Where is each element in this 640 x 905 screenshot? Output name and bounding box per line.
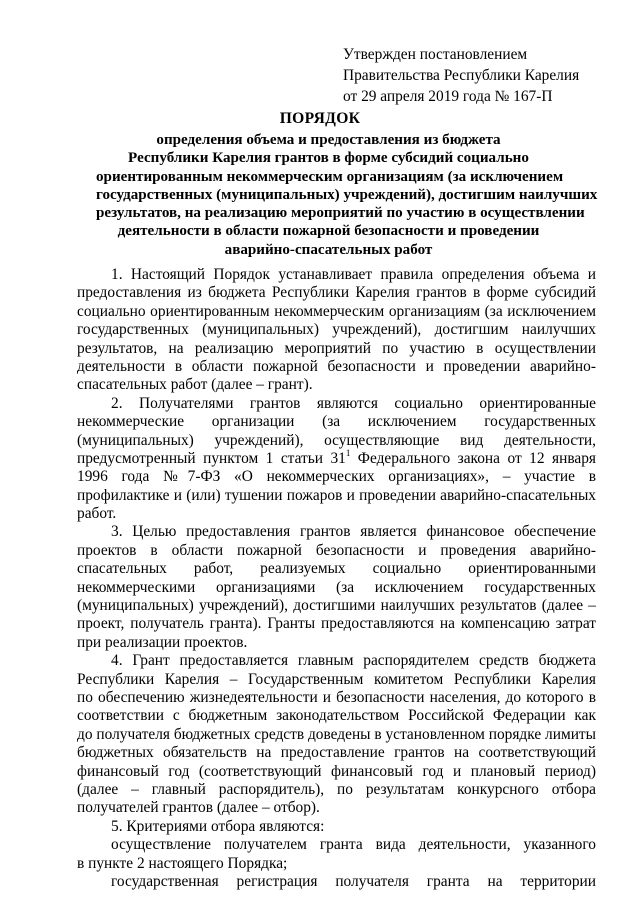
paragraph-4 [77,652,596,818]
subtitle-line: государственных (муниципальных) учреждений), достигшим наилучших [96,186,598,203]
subtitle-line: определения объема и предоставления из бюджета [156,132,501,148]
text-line: некоммерческими организациями (за исключением государственных [77,578,596,596]
approval-line-1: Утвержден постановлением [343,46,528,63]
document-subtitle [96,131,598,259]
subtitle-line: деятельности в области пожарной безопасности и проведении [117,223,540,240]
text-line: государственная регистрация получателя гранта на территории [111,872,596,890]
paragraph-2 [77,395,596,524]
subtitle-line: ориентированным некоммерческим организациям (за исключением [96,168,564,185]
paragraph-6 [77,836,596,873]
subtitle-line: результатов, на реализацию мероприятий по участию в осуществлении [96,205,585,222]
approval-stamp [343,44,623,107]
text-line: государственных (муниципальных) учреждений), достигшим наилучших [77,321,596,339]
text-line: 5. Критериями отбора являются: [111,817,325,835]
text-line: работ. [77,505,117,523]
text-line: получателей грантов (далее – отбор). [77,799,320,817]
text-line: соответствии с бюджетным законодательством Российской Федерации как [77,707,596,725]
text-line: спасательных работ, реализуемых социально ориентированными [77,560,596,578]
text-line: по обеспечению жизнедеятельности и безопасности населения, до которого в [77,688,596,706]
text-line: (муниципальных) учреждений), осуществляющие вид деятельности, [77,431,596,449]
text-line: 1. Настоящий Порядок устанавливает правила определения объема и [111,266,596,283]
paragraph-5 [77,818,596,836]
text-line: проект, получатель гранта). Гранты предоставляются на компенсацию затрат [77,615,596,633]
text-line: финансовый год (соответствующий финансовый год и плановый период) [77,762,596,780]
paragraph-3 [77,523,596,652]
text-line: 3. Целью предоставления грантов является финансовое обеспечение [111,523,596,541]
text-line: осуществление получателем гранта вида деятельности, указанного [111,836,596,854]
document-body [77,266,596,891]
text-line: (муниципальных) учреждений), достигшими наилучших результатов (далее – [77,597,596,615]
text-line: предоставления из бюджета Республики Карелия грантов в форме субсидий [77,284,596,302]
text-fragment: Федерального закона от 12 января [350,449,596,467]
text-line: бюджетных обязательств на предоставление грантов на соответствующий [77,744,596,762]
text-line: при реализации проектов. [77,633,248,651]
approval-line-3: от 29 апреля 2019 года № 167-П [343,88,553,105]
subtitle-line: аварийно-спасательных работ [224,241,433,258]
text-line: 4. Грант предоставляется главным распорядителем средств бюджета [111,652,596,670]
paragraph-7 [77,873,596,891]
text-line: до получателя бюджетных средств доведены в установленном порядке лимиты [77,725,596,743]
text-line: профилактике и (или) тушении пожаров и проведении аварийно-спасательных [77,486,596,504]
text-line: социально ориентированным некоммерческим организациям (за исключением [77,302,596,320]
text-line: результатов, на реализацию мероприятий по участию в осуществлении [77,339,596,357]
text-line: в пункте 2 настоящего Порядка; [77,854,288,872]
text-line: деятельности в области пожарной безопасности и проведении аварийно- [77,357,596,375]
text-line: 1996 года №7-ФЗ «О некоммерческих организациях», – участие в [77,468,596,486]
text-line [77,447,596,468]
text-fragment: предусмотренный пунктом 1 статьи 31 [77,449,346,467]
paragraph-1 [77,266,596,395]
subtitle-line: Республики Карелия грантов в форме субсидий социально [128,150,529,167]
text-line: некоммерческие организации (за исключением государственных [77,413,596,431]
text-line: спасательных работ (далее – грант). [77,376,313,394]
document-title: ПОРЯДОК [279,110,361,127]
approval-line-2: Правительства Республики Карелия [343,67,580,84]
superscript: 1 [345,447,351,458]
text-line: (далее – главный распорядитель), по результатам конкурсного отбора [77,780,596,798]
text-line: Республики Карелия – Государственным комитетом Республики Карелия [77,670,596,688]
text-line: проектов в области пожарной безопасности и проведения аварийно- [77,541,596,559]
text-line: 2. Получателями грантов являются социально ориентированные [111,394,596,412]
